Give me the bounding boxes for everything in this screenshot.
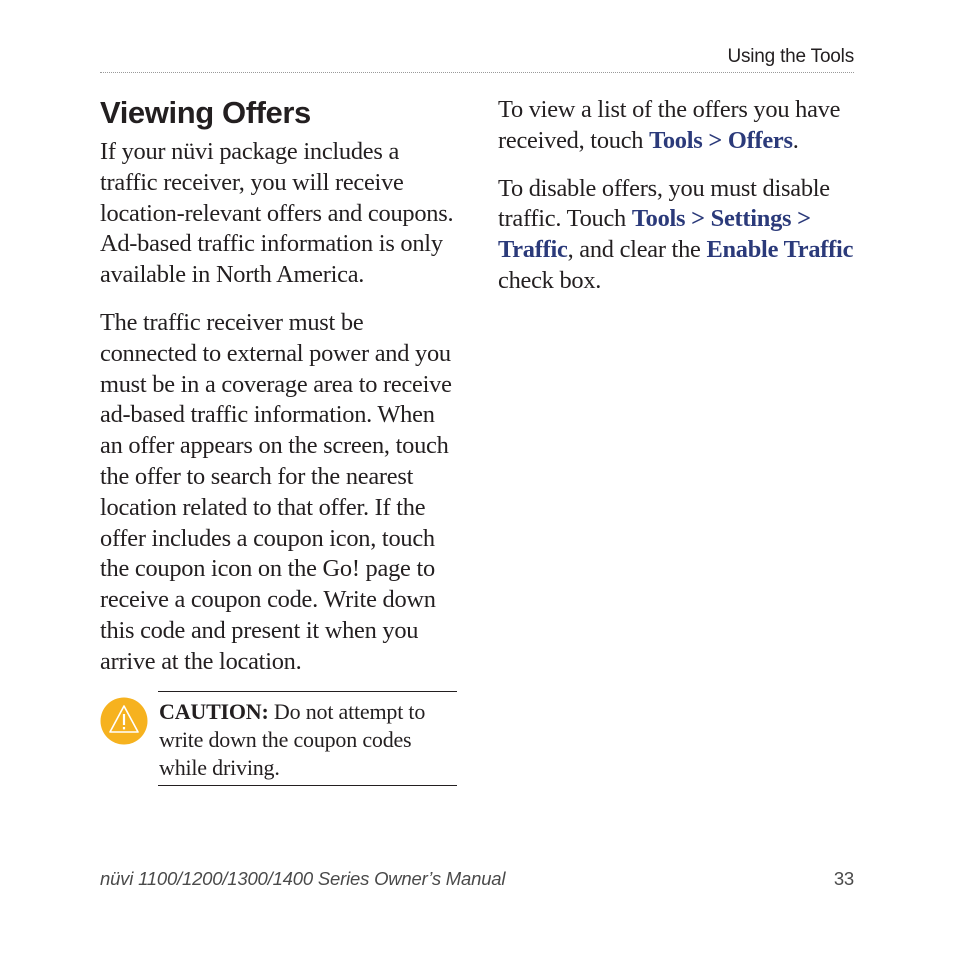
left-column	[100, 95, 460, 695]
disable-offers-text: To disable offers, you must disable traffic. Touch	[498, 174, 830, 233]
warning-icon	[100, 697, 148, 745]
page-footer	[100, 868, 854, 890]
caution-text: Do not attempt to write down the coupon codes while driving.	[159, 699, 426, 781]
caution-note	[100, 691, 456, 787]
right-column	[498, 95, 858, 314]
section-title: Viewing Offers	[100, 95, 311, 130]
view-offers-period: .	[792, 126, 799, 154]
view-offers-paragraph	[498, 95, 858, 157]
receiver-paragraph: The traffic receiver must be connected to external power and you must be in a coverage area to receive ad-based traffic information. When an offer appears on the screen, touch the offer to search for the nearest location related to that offer. If the offer includes a coupon icon, touch the coupon icon on the Go! page to receive a coupon code. Write down this code and present it when you arrive at the location.	[100, 308, 452, 675]
disable-offers-paragraph	[498, 174, 858, 297]
page-number: 33	[833, 868, 854, 889]
tools-settings-traffic-command: Tools > Settings > Traffic	[498, 205, 811, 264]
caution-text-box	[158, 691, 457, 786]
tools-offers-command: Tools > Offers	[649, 126, 793, 154]
view-offers-text: To view a list of the offers you have received, touch	[498, 96, 841, 154]
disable-offers-middle: , and clear the	[567, 236, 707, 264]
caution-label: CAUTION:	[159, 699, 269, 724]
intro-paragraph: If your nüvi package includes a traffic receiver, you will receive location-relevant offers and coupons. Ad-based traffic information is only available in North America.	[100, 138, 454, 289]
running-header: Using the Tools	[727, 46, 854, 67]
disable-offers-end: check box.	[498, 266, 602, 294]
header-divider	[100, 72, 854, 73]
manual-title: nüvi 1100/1200/1300/1400 Series Owner’s Manual	[100, 868, 506, 889]
enable-traffic-command: Enable Traffic	[706, 236, 854, 264]
